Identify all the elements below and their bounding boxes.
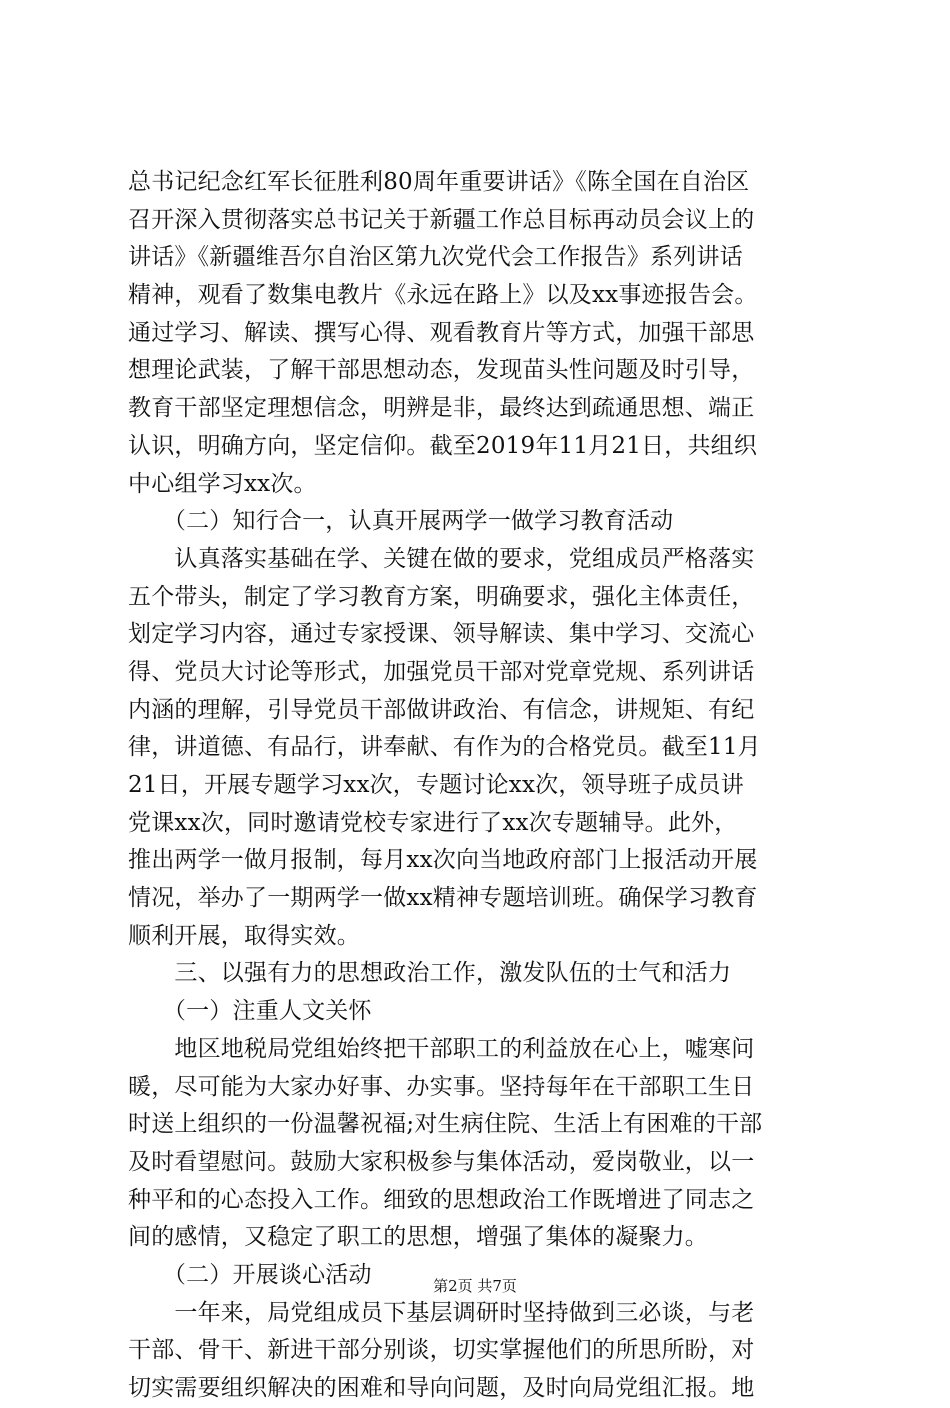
body-text bbox=[128, 164, 828, 1408]
text-line: 五个带头，制定了学习教育方案，明确要求，强化主体责任， bbox=[128, 583, 755, 610]
text-line: 切实需要组织解决的困难和导向问题，及时向局党组汇报。地 bbox=[128, 1375, 755, 1401]
text-line: 中心组学习xx次。 bbox=[128, 470, 317, 497]
text-line: 召开深入贯彻落实总书记关于新疆工作总目标再动员会议上的 bbox=[128, 206, 755, 233]
subsection-heading: （一）注重人文关怀 bbox=[128, 998, 372, 1025]
text-line: 教育干部坚定理想信念，明辨是非，最终达到疏通思想、端正 bbox=[128, 395, 755, 422]
text-line: 律，讲道德、有品行，讲奉献、有作为的合格党员。截至11月 bbox=[128, 734, 761, 761]
text-line: 划定学习内容，通过专家授课、领导解读、集中学习、交流心 bbox=[128, 621, 755, 648]
subsection-heading: （二）开展谈心活动 bbox=[128, 1261, 372, 1288]
text-line: 想理论武装，了解干部思想动态，发现苗头性问题及时引导， bbox=[128, 357, 755, 384]
text-line: 认真落实基础在学、关键在做的要求，党组成员严格落实 bbox=[128, 545, 755, 572]
text-line: 一年来，局党组成员下基层调研时坚持做到三必谈，与老 bbox=[128, 1299, 755, 1326]
text-line: 地区地税局党组始终把干部职工的利益放在心上，嘘寒问 bbox=[128, 1035, 755, 1062]
text-line: 讲话》《新疆维吾尔自治区第九次党代会工作报告》系列讲话 bbox=[128, 244, 743, 271]
section-heading: （二）知行合一，认真开展两学一做学习教育活动 bbox=[128, 508, 674, 535]
text-line: 内涵的理解，引导党员干部做讲政治、有信念，讲规矩、有纪 bbox=[128, 696, 755, 723]
text-line: 21日，开展专题学习xx次，专题讨论xx次，领导班子成员讲 bbox=[128, 772, 744, 798]
text-line: 党课xx次，同时邀请党校专家进行了xx次专题辅导。此外， bbox=[128, 809, 738, 836]
section-heading: 三、以强有力的思想政治工作，激发队伍的士气和活力 bbox=[128, 960, 732, 987]
text-line: 时送上组织的一份温馨祝福;对生病住院、生活上有困难的干部 bbox=[128, 1111, 763, 1138]
text-line: 顺利开展，取得实效。 bbox=[128, 922, 360, 949]
text-line: 总书记纪念红军长征胜利80周年重要讲话》《陈全国在自治区 bbox=[128, 169, 750, 195]
text-line: 暖，尽可能为大家办好事、办实事。坚持每年在干部职工生日 bbox=[128, 1073, 755, 1100]
text-line: 种平和的心态投入工作。细致的思想政治工作既增进了同志之 bbox=[128, 1186, 755, 1213]
text-line: 间的感情，又稳定了职工的思想，增强了集体的凝聚力。 bbox=[128, 1224, 708, 1251]
text-line: 干部、骨干、新进干部分别谈，切实掌握他们的所思所盼，对 bbox=[128, 1337, 755, 1364]
text-line: 精神，观看了数集电教片《永远在路上》以及xx事迹报告会。 bbox=[128, 282, 758, 309]
text-line: 情况，举办了一期两学一做xx精神专题培训班。确保学习教育 bbox=[128, 885, 758, 912]
page-number-footer: 第2页 共7页 bbox=[433, 1277, 517, 1295]
text-line: 得、党员大讨论等形式，加强党员干部对党章党规、系列讲话 bbox=[128, 658, 755, 685]
text-line: 通过学习、解读、撰写心得、观看教育片等方式，加强干部思 bbox=[128, 319, 755, 346]
text-line: 推出两学一做月报制，每月xx次向当地政府部门上报活动开展 bbox=[128, 847, 758, 874]
text-line: 及时看望慰问。鼓励大家积极参与集体活动，爱岗敬业，以一 bbox=[128, 1148, 755, 1175]
text-line: 认识，明确方向，坚定信仰。截至2019年11月21日，共组织 bbox=[128, 432, 758, 459]
